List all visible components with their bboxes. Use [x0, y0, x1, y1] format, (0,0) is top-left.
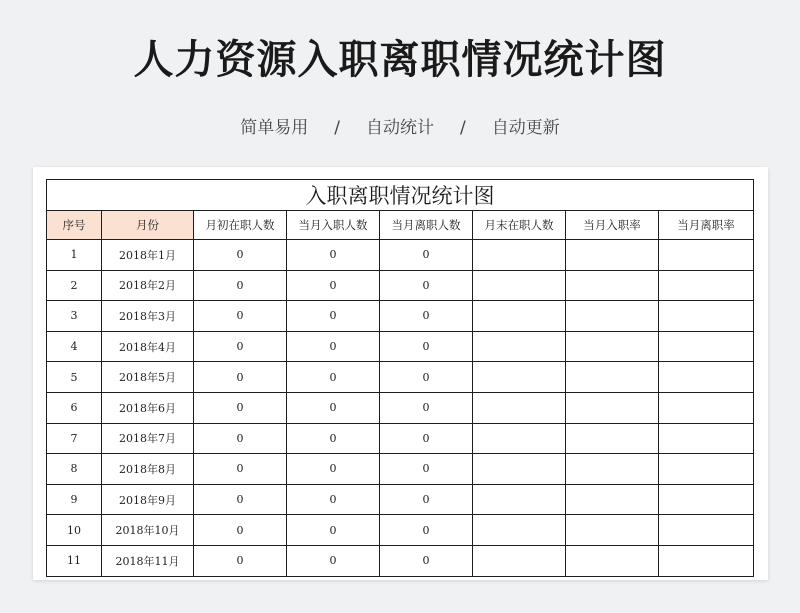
cell-departure-rate[interactable]: [659, 545, 754, 576]
table-row: [47, 301, 754, 332]
stats-table: [46, 179, 754, 577]
cell-hire-rate[interactable]: [566, 270, 659, 301]
cell-hires[interactable]: 0: [287, 362, 380, 393]
table-row: [47, 240, 754, 271]
column-header-index[interactable]: 序号: [47, 211, 102, 240]
spreadsheet-preview: [33, 167, 768, 580]
feature-easy: 简单易用: [240, 118, 309, 138]
cell-departure-rate[interactable]: [659, 515, 754, 546]
column-header-departure-rate[interactable]: 当月离职率: [659, 211, 754, 240]
cell-start-headcount[interactable]: 0: [194, 331, 287, 362]
cell-hires[interactable]: 0: [287, 270, 380, 301]
cell-hires[interactable]: 0: [287, 515, 380, 546]
cell-departures[interactable]: 0: [380, 545, 473, 576]
cell-hire-rate[interactable]: [566, 423, 659, 454]
column-header-start-headcount[interactable]: 月初在职人数: [194, 211, 287, 240]
cell-start-headcount[interactable]: 0: [194, 392, 287, 423]
cell-departure-rate[interactable]: [659, 362, 754, 393]
cell-hires[interactable]: 0: [287, 392, 380, 423]
column-header-departures[interactable]: 当月离职人数: [380, 211, 473, 240]
cell-month[interactable]: 2018年5月: [102, 362, 194, 393]
cell-departures[interactable]: 0: [380, 392, 473, 423]
cell-index[interactable]: 9: [47, 484, 102, 515]
cell-hires[interactable]: 0: [287, 240, 380, 271]
cell-departures[interactable]: 0: [380, 301, 473, 332]
cell-hire-rate[interactable]: [566, 515, 659, 546]
cell-month[interactable]: 2018年6月: [102, 392, 194, 423]
feature-tagline: [0, 113, 800, 138]
cell-month[interactable]: 2018年4月: [102, 331, 194, 362]
cell-end-headcount[interactable]: [473, 240, 566, 271]
cell-month[interactable]: 2018年10月: [102, 515, 194, 546]
cell-end-headcount[interactable]: [473, 515, 566, 546]
cell-start-headcount[interactable]: 0: [194, 423, 287, 454]
cell-departure-rate[interactable]: [659, 331, 754, 362]
cell-hires[interactable]: 0: [287, 545, 380, 576]
cell-departure-rate[interactable]: [659, 454, 754, 485]
cell-departures[interactable]: 0: [380, 423, 473, 454]
cell-hires[interactable]: 0: [287, 484, 380, 515]
cell-start-headcount[interactable]: 0: [194, 270, 287, 301]
cell-index[interactable]: 6: [47, 392, 102, 423]
cell-departures[interactable]: 0: [380, 362, 473, 393]
cell-hire-rate[interactable]: [566, 484, 659, 515]
table-row: [47, 362, 754, 393]
table-row: [47, 392, 754, 423]
separator: /: [334, 118, 340, 138]
cell-hire-rate[interactable]: [566, 301, 659, 332]
cell-index[interactable]: 11: [47, 545, 102, 576]
cell-hire-rate[interactable]: [566, 240, 659, 271]
table-row: [47, 545, 754, 576]
cell-hire-rate[interactable]: [566, 392, 659, 423]
cell-month[interactable]: 2018年1月: [102, 240, 194, 271]
cell-start-headcount[interactable]: 0: [194, 454, 287, 485]
cell-month[interactable]: 2018年3月: [102, 301, 194, 332]
header-row: [47, 211, 754, 240]
cell-end-headcount[interactable]: [473, 331, 566, 362]
cell-start-headcount[interactable]: 0: [194, 545, 287, 576]
column-header-end-headcount[interactable]: 月末在职人数: [473, 211, 566, 240]
cell-hires[interactable]: 0: [287, 331, 380, 362]
cell-departure-rate[interactable]: [659, 484, 754, 515]
cell-hires[interactable]: 0: [287, 301, 380, 332]
cell-index[interactable]: 1: [47, 240, 102, 271]
cell-month[interactable]: 2018年11月: [102, 545, 194, 576]
page-title: 人力资源入职离职情况统计图: [133, 37, 667, 83]
cell-end-headcount[interactable]: [473, 270, 566, 301]
cell-hire-rate[interactable]: [566, 454, 659, 485]
feature-auto-stats: 自动统计: [366, 118, 434, 138]
cell-departures[interactable]: 0: [380, 240, 473, 271]
table-title[interactable]: 入职离职情况统计图: [47, 180, 754, 211]
cell-index[interactable]: 10: [47, 515, 102, 546]
cell-hire-rate[interactable]: [566, 362, 659, 393]
cell-hire-rate[interactable]: [566, 331, 659, 362]
cell-index[interactable]: 2: [47, 270, 102, 301]
cell-index[interactable]: 4: [47, 331, 102, 362]
cell-index[interactable]: 5: [47, 362, 102, 393]
cell-month[interactable]: 2018年2月: [102, 270, 194, 301]
table-row: [47, 515, 754, 546]
cell-month[interactable]: 2018年9月: [102, 484, 194, 515]
cell-departure-rate[interactable]: [659, 270, 754, 301]
cell-departure-rate[interactable]: [659, 423, 754, 454]
table-row: [47, 270, 754, 301]
table-row: [47, 423, 754, 454]
cell-start-headcount[interactable]: 0: [194, 484, 287, 515]
cell-departure-rate[interactable]: [659, 240, 754, 271]
cell-index[interactable]: 8: [47, 454, 102, 485]
cell-departures[interactable]: 0: [380, 270, 473, 301]
column-header-month[interactable]: 月份: [102, 211, 194, 240]
cell-departure-rate[interactable]: [659, 392, 754, 423]
cell-departures[interactable]: 0: [380, 454, 473, 485]
cell-start-headcount[interactable]: 0: [194, 362, 287, 393]
cell-start-headcount[interactable]: 0: [194, 301, 287, 332]
table-row: [47, 454, 754, 485]
cell-start-headcount[interactable]: 0: [194, 240, 287, 271]
cell-hire-rate[interactable]: [566, 545, 659, 576]
table-row: [47, 331, 754, 362]
cell-departures[interactable]: 0: [380, 331, 473, 362]
cell-departures[interactable]: 0: [380, 484, 473, 515]
cell-end-headcount[interactable]: [473, 484, 566, 515]
cell-end-headcount[interactable]: [473, 362, 566, 393]
cell-index[interactable]: 7: [47, 423, 102, 454]
cell-hires[interactable]: 0: [287, 454, 380, 485]
cell-end-headcount[interactable]: [473, 301, 566, 332]
column-header-hire-rate[interactable]: 当月入职率: [566, 211, 659, 240]
feature-auto-update: 自动更新: [491, 118, 560, 138]
cell-end-headcount[interactable]: [473, 454, 566, 485]
cell-departures[interactable]: 0: [380, 515, 473, 546]
cell-end-headcount[interactable]: [473, 392, 566, 423]
table-row: [47, 484, 754, 515]
cell-departure-rate[interactable]: [659, 301, 754, 332]
cell-month[interactable]: 2018年7月: [102, 423, 194, 454]
cell-end-headcount[interactable]: [473, 545, 566, 576]
cell-start-headcount[interactable]: 0: [194, 515, 287, 546]
column-header-hires[interactable]: 当月入职人数: [287, 211, 380, 240]
separator: /: [460, 118, 466, 138]
cell-month[interactable]: 2018年8月: [102, 454, 194, 485]
cell-end-headcount[interactable]: [473, 423, 566, 454]
cell-index[interactable]: 3: [47, 301, 102, 332]
cell-hires[interactable]: 0: [287, 423, 380, 454]
